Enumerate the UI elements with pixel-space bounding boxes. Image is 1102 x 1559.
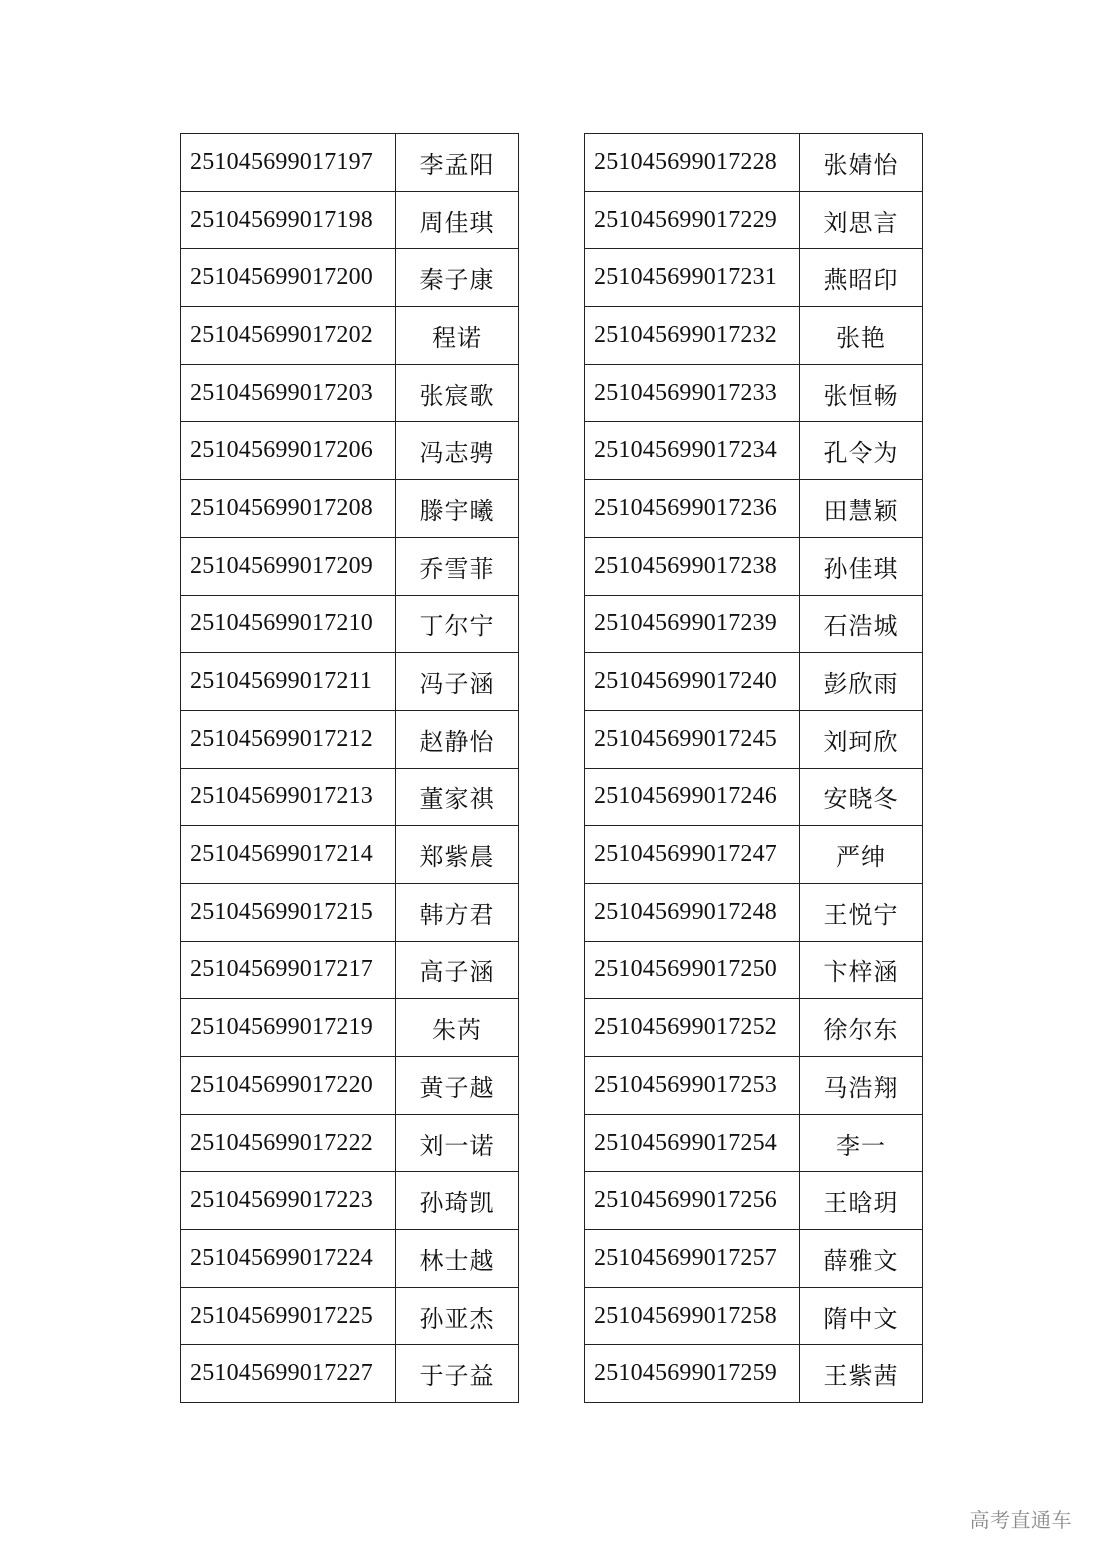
table-row bbox=[181, 1287, 519, 1345]
candidate-name: 严绅 bbox=[800, 826, 923, 884]
candidate-name: 程诺 bbox=[396, 307, 519, 365]
candidate-id: 251045699017245 bbox=[585, 710, 800, 768]
candidate-name: 郑紫晨 bbox=[396, 826, 519, 884]
candidate-name: 乔雪菲 bbox=[396, 537, 519, 595]
table-row bbox=[585, 134, 923, 192]
table-row bbox=[181, 768, 519, 826]
table-row bbox=[181, 191, 519, 249]
candidate-name: 刘一诺 bbox=[396, 1114, 519, 1172]
table-row bbox=[585, 999, 923, 1057]
table-row bbox=[585, 480, 923, 538]
candidate-id: 251045699017197 bbox=[181, 134, 396, 192]
table-row bbox=[181, 480, 519, 538]
table-row bbox=[585, 364, 923, 422]
table-row bbox=[181, 134, 519, 192]
candidate-name: 孙佳琪 bbox=[800, 537, 923, 595]
candidate-id: 251045699017247 bbox=[585, 826, 800, 884]
table-row bbox=[181, 1230, 519, 1288]
candidate-id: 251045699017253 bbox=[585, 1057, 800, 1115]
table-row bbox=[181, 883, 519, 941]
roster-table-right-body bbox=[585, 134, 923, 1403]
candidate-id: 251045699017227 bbox=[181, 1345, 396, 1403]
table-row bbox=[181, 422, 519, 480]
table-row bbox=[585, 1114, 923, 1172]
table-row bbox=[181, 595, 519, 653]
table-row bbox=[181, 364, 519, 422]
candidate-name: 刘思言 bbox=[800, 191, 923, 249]
table-row bbox=[181, 249, 519, 307]
candidate-id: 251045699017198 bbox=[181, 191, 396, 249]
candidate-name: 秦子康 bbox=[396, 249, 519, 307]
candidate-name: 孙亚杰 bbox=[396, 1287, 519, 1345]
roster-table-right bbox=[584, 133, 923, 1403]
table-row bbox=[585, 1057, 923, 1115]
candidate-name: 安晓冬 bbox=[800, 768, 923, 826]
candidate-name: 朱芮 bbox=[396, 999, 519, 1057]
table-row bbox=[585, 653, 923, 711]
table-row bbox=[585, 826, 923, 884]
table-row bbox=[585, 1172, 923, 1230]
candidate-id: 251045699017248 bbox=[585, 883, 800, 941]
table-row bbox=[181, 999, 519, 1057]
candidate-name: 冯志骋 bbox=[396, 422, 519, 480]
candidate-name: 于子益 bbox=[396, 1345, 519, 1403]
table-row bbox=[585, 1287, 923, 1345]
candidate-id: 251045699017200 bbox=[181, 249, 396, 307]
candidate-id: 251045699017231 bbox=[585, 249, 800, 307]
candidate-name: 张恒畅 bbox=[800, 364, 923, 422]
candidate-id: 251045699017212 bbox=[181, 710, 396, 768]
table-row bbox=[585, 249, 923, 307]
candidate-id: 251045699017233 bbox=[585, 364, 800, 422]
candidate-id: 251045699017240 bbox=[585, 653, 800, 711]
candidate-name: 孔令为 bbox=[800, 422, 923, 480]
candidate-id: 251045699017229 bbox=[585, 191, 800, 249]
table-row bbox=[181, 1114, 519, 1172]
candidate-id: 251045699017250 bbox=[585, 941, 800, 999]
table-row bbox=[585, 537, 923, 595]
candidate-name: 黄子越 bbox=[396, 1057, 519, 1115]
candidate-name: 卞梓涵 bbox=[800, 941, 923, 999]
candidate-name: 董家祺 bbox=[396, 768, 519, 826]
candidate-id: 251045699017232 bbox=[585, 307, 800, 365]
candidate-id: 251045699017252 bbox=[585, 999, 800, 1057]
candidate-id: 251045699017223 bbox=[181, 1172, 396, 1230]
table-row bbox=[585, 883, 923, 941]
candidate-name: 林士越 bbox=[396, 1230, 519, 1288]
candidate-id: 251045699017219 bbox=[181, 999, 396, 1057]
candidate-id: 251045699017211 bbox=[181, 653, 396, 711]
candidate-id: 251045699017257 bbox=[585, 1230, 800, 1288]
roster-table-left bbox=[180, 133, 519, 1403]
candidate-name: 丁尔宁 bbox=[396, 595, 519, 653]
candidate-id: 251045699017203 bbox=[181, 364, 396, 422]
candidate-name: 张宸歌 bbox=[396, 364, 519, 422]
table-row bbox=[585, 595, 923, 653]
candidate-id: 251045699017224 bbox=[181, 1230, 396, 1288]
table-row bbox=[181, 826, 519, 884]
table-row bbox=[585, 941, 923, 999]
candidate-name: 徐尔东 bbox=[800, 999, 923, 1057]
candidate-id: 251045699017202 bbox=[181, 307, 396, 365]
candidate-id: 251045699017209 bbox=[181, 537, 396, 595]
table-row bbox=[181, 1345, 519, 1403]
candidate-name: 薛雅文 bbox=[800, 1230, 923, 1288]
candidate-name: 王紫茜 bbox=[800, 1345, 923, 1403]
table-row bbox=[585, 710, 923, 768]
candidate-name: 王晗玥 bbox=[800, 1172, 923, 1230]
candidate-id: 251045699017217 bbox=[181, 941, 396, 999]
candidate-name: 韩方君 bbox=[396, 883, 519, 941]
table-row bbox=[181, 1172, 519, 1230]
table-row bbox=[181, 941, 519, 999]
candidate-id: 251045699017246 bbox=[585, 768, 800, 826]
candidate-id: 251045699017228 bbox=[585, 134, 800, 192]
candidate-name: 李一 bbox=[800, 1114, 923, 1172]
candidate-id: 251045699017259 bbox=[585, 1345, 800, 1403]
candidate-id: 251045699017225 bbox=[181, 1287, 396, 1345]
candidate-name: 田慧颖 bbox=[800, 480, 923, 538]
candidate-name: 隋中文 bbox=[800, 1287, 923, 1345]
candidate-name: 石浩城 bbox=[800, 595, 923, 653]
candidate-name: 刘珂欣 bbox=[800, 710, 923, 768]
candidate-id: 251045699017220 bbox=[181, 1057, 396, 1115]
candidate-name: 张艳 bbox=[800, 307, 923, 365]
candidate-id: 251045699017234 bbox=[585, 422, 800, 480]
candidate-name: 李孟阳 bbox=[396, 134, 519, 192]
candidate-id: 251045699017210 bbox=[181, 595, 396, 653]
candidate-name: 赵静怡 bbox=[396, 710, 519, 768]
candidate-name: 周佳琪 bbox=[396, 191, 519, 249]
candidate-name: 马浩翔 bbox=[800, 1057, 923, 1115]
candidate-id: 251045699017236 bbox=[585, 480, 800, 538]
candidate-id: 251045699017258 bbox=[585, 1287, 800, 1345]
candidate-name: 燕昭印 bbox=[800, 249, 923, 307]
candidate-name: 孙琦凯 bbox=[396, 1172, 519, 1230]
candidate-id: 251045699017214 bbox=[181, 826, 396, 884]
candidate-id: 251045699017222 bbox=[181, 1114, 396, 1172]
table-row bbox=[585, 191, 923, 249]
table-row bbox=[181, 307, 519, 365]
table-row bbox=[181, 1057, 519, 1115]
candidate-id: 251045699017238 bbox=[585, 537, 800, 595]
candidate-name: 冯子涵 bbox=[396, 653, 519, 711]
candidate-name: 张婧怡 bbox=[800, 134, 923, 192]
roster-table-left-body bbox=[181, 134, 519, 1403]
watermark-text: 高考直通车 bbox=[969, 1508, 1072, 1532]
candidate-id: 251045699017256 bbox=[585, 1172, 800, 1230]
candidate-id: 251045699017208 bbox=[181, 480, 396, 538]
candidate-name: 彭欣雨 bbox=[800, 653, 923, 711]
candidate-name: 高子涵 bbox=[396, 941, 519, 999]
table-row bbox=[585, 1345, 923, 1403]
table-row bbox=[585, 1230, 923, 1288]
candidate-id: 251045699017215 bbox=[181, 883, 396, 941]
table-row bbox=[181, 537, 519, 595]
table-row bbox=[181, 653, 519, 711]
candidate-id: 251045699017254 bbox=[585, 1114, 800, 1172]
table-row bbox=[585, 307, 923, 365]
candidate-id: 251045699017239 bbox=[585, 595, 800, 653]
table-row bbox=[585, 768, 923, 826]
candidate-id: 251045699017213 bbox=[181, 768, 396, 826]
candidate-id: 251045699017206 bbox=[181, 422, 396, 480]
table-row bbox=[181, 710, 519, 768]
candidate-name: 滕宇曦 bbox=[396, 480, 519, 538]
table-row bbox=[585, 422, 923, 480]
candidate-name: 王悦宁 bbox=[800, 883, 923, 941]
